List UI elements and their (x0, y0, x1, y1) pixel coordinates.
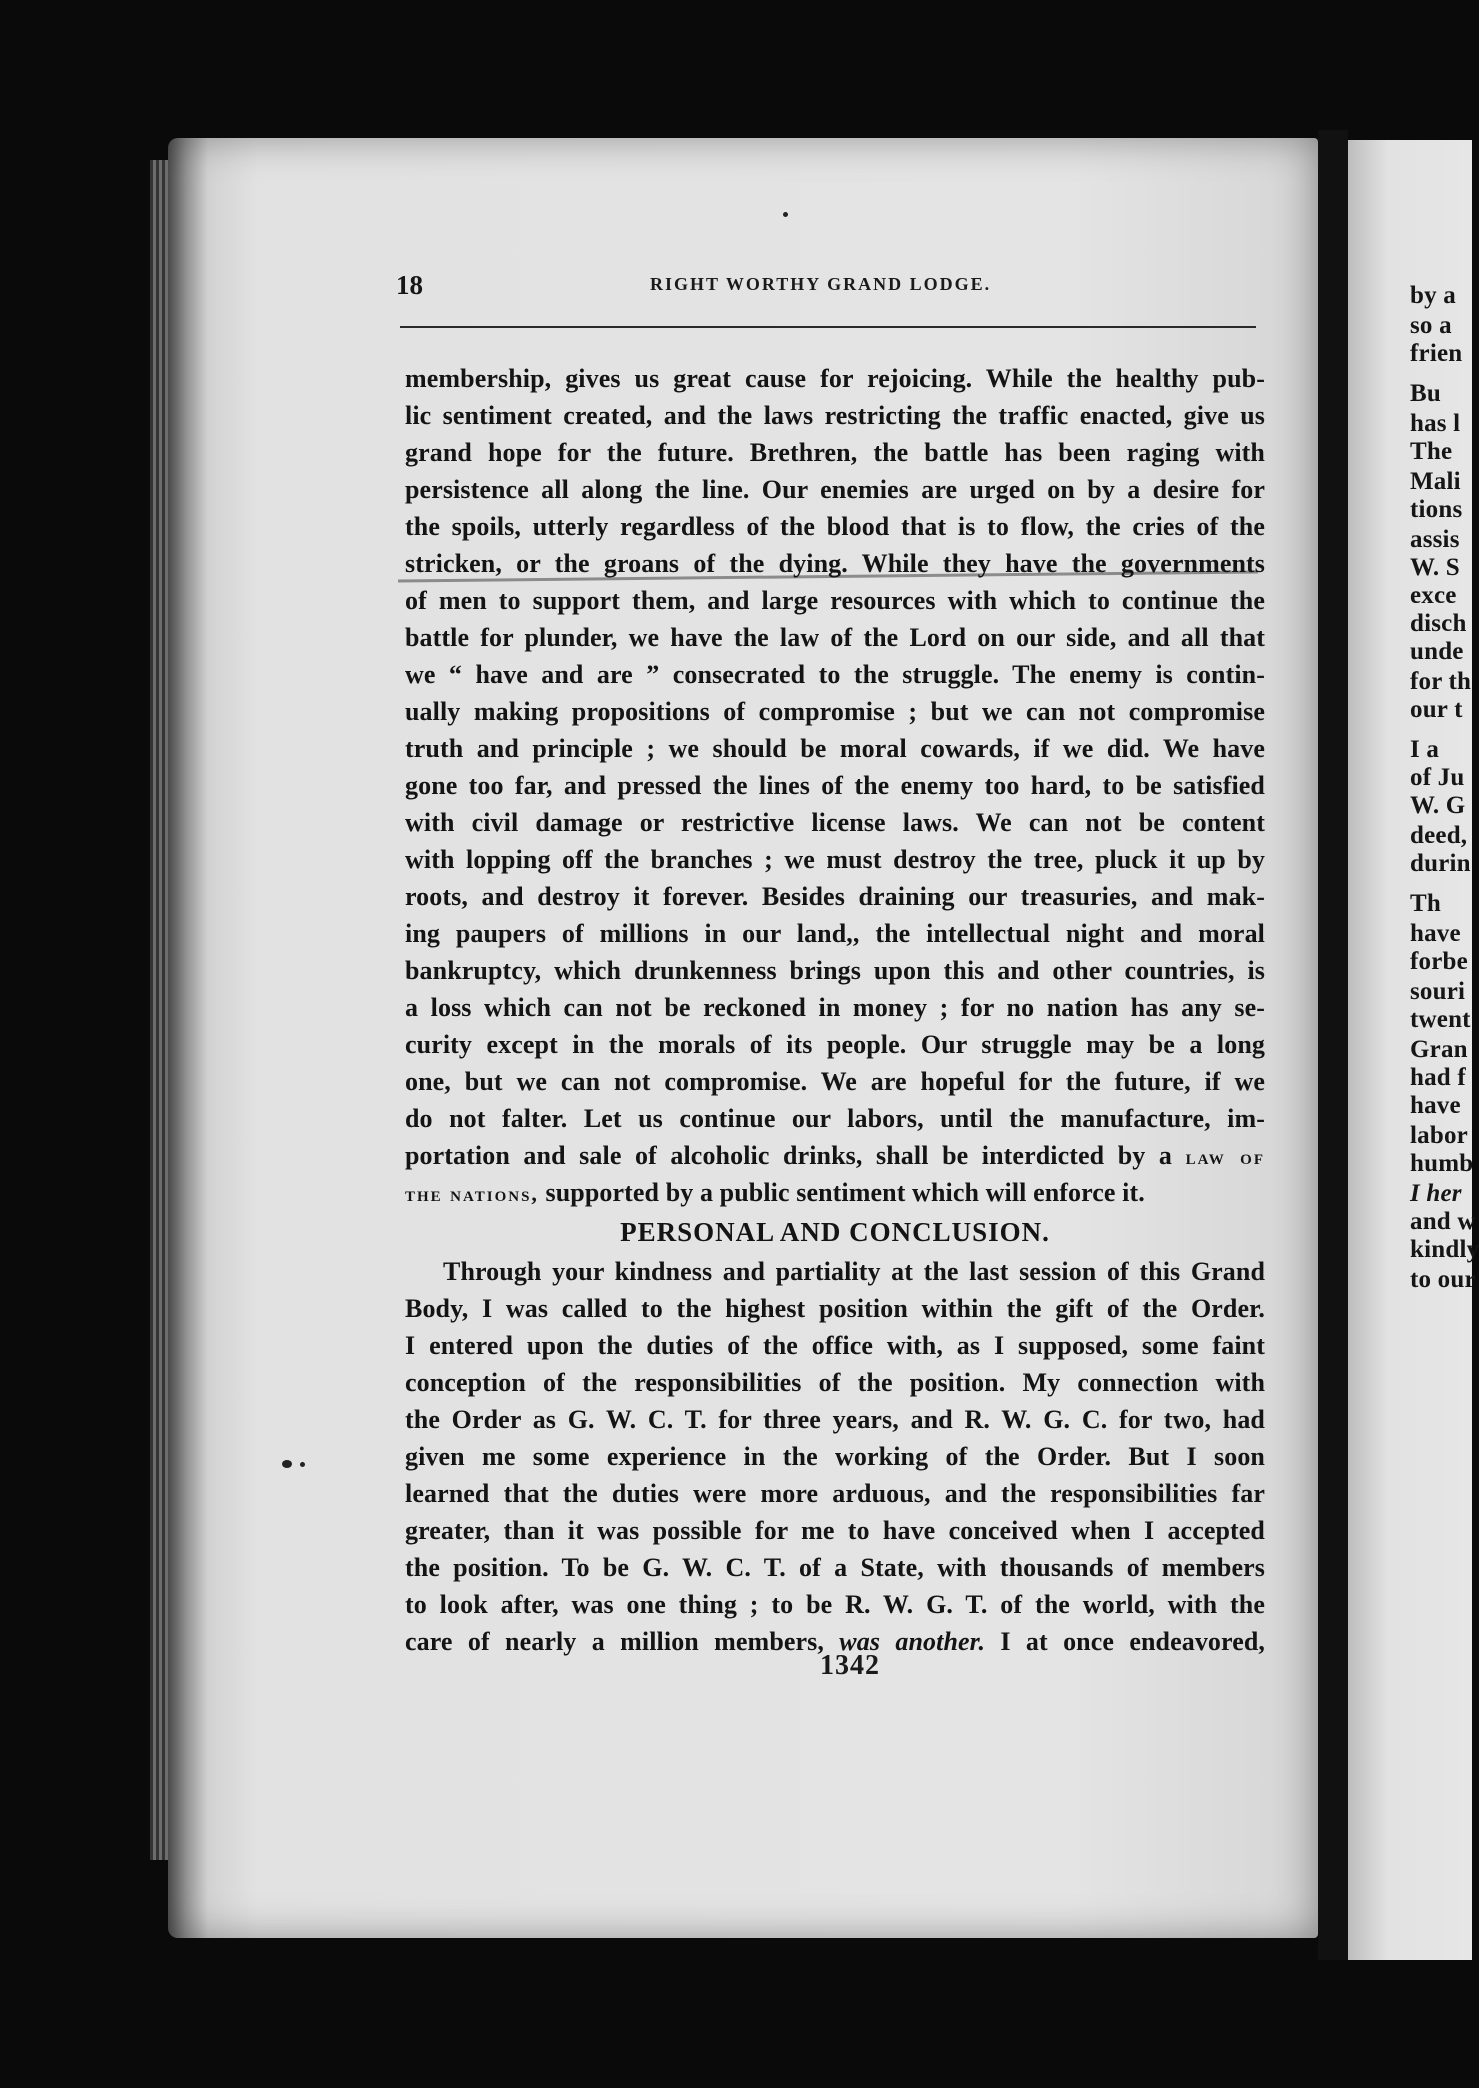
text-line: lic sentiment created, and the laws restricting the traffic enacted, give us (405, 401, 1265, 430)
text-line: roots, and destroy it forever. Besides draining our treasuries, and mak- (405, 882, 1265, 911)
facing-page-fragment: exce (1410, 582, 1457, 609)
facing-page-fragment: I her (1410, 1180, 1462, 1207)
facing-page-fragment: Mali (1410, 468, 1461, 495)
text-line: battle for plunder, we have the law of the Lord on our side, and all that (405, 623, 1265, 652)
text-line: a loss which can not be reckoned in money ; for no nation has any se- (405, 993, 1265, 1022)
facing-page-fragment: so a (1410, 312, 1452, 339)
facing-page-fragment: have (1410, 920, 1461, 947)
text-line: of men to support them, and large resources with which to continue the (405, 586, 1265, 615)
section-heading: PERSONAL AND CONCLUSION. (620, 1217, 1050, 1247)
text-line: given me some experience in the working of the Order. But I soon (405, 1442, 1265, 1471)
page-number: 18 (396, 270, 423, 300)
text-line: the spoils, utterly regardless of the blood that is to flow, the cries of the (405, 512, 1265, 541)
page-header (390, 268, 1260, 308)
facing-page-fragment: durin (1410, 850, 1471, 877)
facing-page-fragment: Th (1410, 890, 1441, 917)
text-line: to look after, was one thing ; to be R. W. G. T. of the world, with the (405, 1590, 1265, 1619)
facing-page-fragment: tions (1410, 496, 1463, 523)
facing-page-fragment: by a (1410, 282, 1456, 309)
facing-page (1348, 140, 1479, 1960)
body-text (405, 360, 1265, 1660)
text-line: curity except in the morals of its people. Our struggle may be a long (405, 1030, 1265, 1059)
text-fragment: portation and sale of alcoholic drinks, shall be interdicted by a (405, 1141, 1186, 1170)
text-fragment: supported by a public sentiment which will enforce it. (538, 1178, 1145, 1207)
facing-page-fragment: of Ju (1410, 764, 1465, 791)
text-line: Through your kindness and partiality at the last session of this Grand (443, 1257, 1265, 1286)
facing-page-fragment: Gran (1410, 1036, 1468, 1063)
text-line: learned that the duties were more arduous, and the responsibilities far (405, 1479, 1265, 1508)
text-line: ing paupers of millions in our land,, the intellectual night and moral (405, 919, 1265, 948)
paragraph-personal (405, 1253, 1265, 1623)
text-line: truth and principle ; we should be moral cowards, if we did. We have (405, 734, 1265, 763)
facing-page-fragment: to our (1410, 1266, 1476, 1293)
facing-page-fragment: souri (1410, 978, 1466, 1005)
folio-number: 1342 (820, 1650, 880, 1681)
facing-page-fragment: and w (1410, 1208, 1476, 1235)
text-line: with lopping off the branches ; we must destroy the tree, pluck it up by (405, 845, 1265, 874)
text-line: greater, than it was possible for me to have conceived when I accepted (405, 1516, 1265, 1545)
facing-page-fragment: kindly (1410, 1236, 1479, 1263)
text-line: one, but we can not compromise. We are hopeful for the future, if we (405, 1067, 1265, 1096)
text-line: the position. To be G. W. C. T. of a State, with thousands of members (405, 1553, 1265, 1582)
text-fragment: I at once endeavored, (985, 1627, 1265, 1656)
facing-page-fragment: our t (1410, 696, 1463, 723)
facing-page-fragment: have (1410, 1092, 1461, 1119)
text-line: conception of the responsibilities of the position. My connection with (405, 1368, 1265, 1397)
facing-page-fragment: W. G (1410, 792, 1466, 819)
text-line: grand hope for the future. Brethren, the battle has been raging with (405, 438, 1265, 467)
facing-page-fragment: I a (1410, 736, 1440, 763)
facing-page-fragment: deed, (1410, 822, 1468, 849)
facing-page-fragment: humb (1410, 1150, 1474, 1177)
text-line (405, 1137, 1265, 1174)
facing-page-fragment: The (1410, 438, 1453, 465)
text-line: I entered upon the duties of the office with, as I supposed, some faint (405, 1331, 1265, 1360)
book-gutter (1318, 130, 1348, 1960)
paragraph-main (405, 360, 1265, 1174)
smallcaps-text: law of (1185, 1144, 1265, 1169)
text-line (405, 1174, 1265, 1211)
facing-page-fragment: unde (1410, 638, 1464, 665)
text-line: persistence all along the line. Our enemies are urged on by a desire for (405, 475, 1265, 504)
text-line: Body, I was called to the highest position within the gift of the Order. (405, 1294, 1265, 1323)
facing-page-fragment: Bu (1410, 380, 1441, 407)
smallcaps-text: the nations, (405, 1181, 539, 1206)
text-fragment: care of nearly a million members, (405, 1627, 840, 1656)
facing-page-fragment: had f (1410, 1064, 1466, 1091)
running-head: RIGHT WORTHY GRAND LODGE. (650, 274, 992, 294)
text-line: with civil damage or restrictive license laws. We can not be content (405, 808, 1265, 837)
text-line: ually making propositions of compromise ; but we can not compromise (405, 697, 1265, 726)
text-line: stricken, or the groans of the dying. While they have the governments (405, 549, 1265, 578)
text-line: bankruptcy, which drunkenness brings upon this and other countries, is (405, 956, 1265, 985)
facing-page-fragment: forbe (1410, 948, 1468, 975)
facing-page-fragment: frien (1410, 340, 1463, 367)
facing-page-fragment: disch (1410, 610, 1467, 637)
facing-page-fragment: for th (1410, 668, 1472, 695)
text-line: gone too far, and pressed the lines of the enemy too hard, to be satisfied (405, 771, 1265, 800)
text-line: membership, gives us great cause for rejoicing. While the healthy pub- (405, 364, 1265, 393)
ink-speck (783, 212, 788, 217)
text-line: do not falter. Let us continue our labors, until the manufacture, im- (405, 1104, 1265, 1133)
facing-page-fragment: W. S (1410, 554, 1460, 581)
text-line: the Order as G. W. C. T. for three years, and R. W. G. C. for two, had (405, 1405, 1265, 1434)
header-rule (400, 326, 1256, 328)
facing-page-fragment: twent (1410, 1006, 1471, 1033)
italic-text: was another. (839, 1627, 986, 1656)
ink-speck (282, 1460, 292, 1468)
facing-page-fragment: labor (1410, 1122, 1468, 1149)
ink-speck (300, 1462, 305, 1467)
facing-page-fragment: assis (1410, 526, 1460, 553)
text-line: we “ have and are ” consecrated to the struggle. The enemy is contin- (405, 660, 1265, 689)
facing-page-fragment: has l (1410, 410, 1461, 437)
